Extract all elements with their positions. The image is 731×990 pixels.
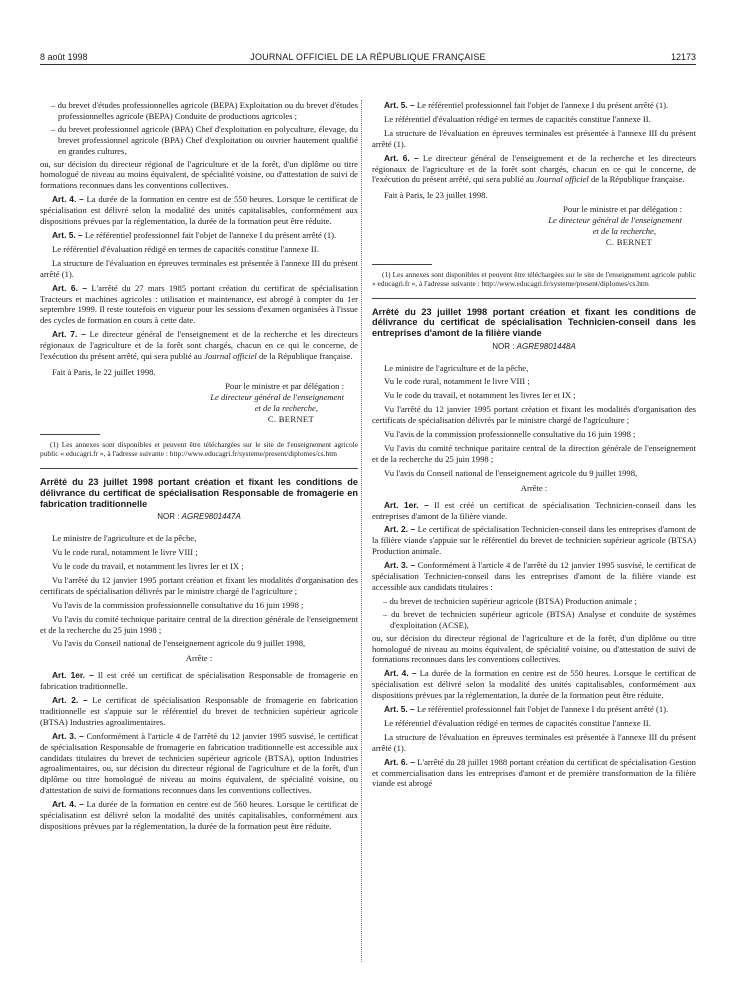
article-5 (372, 704, 696, 715)
article-3 (372, 560, 696, 593)
article-6 (372, 757, 696, 790)
article-text: Le référentiel professionnel fait l'objet de l'annexe I du présent arrêté (1). (82, 229, 337, 240)
visa: Vu l'avis du Conseil national de l'enseignement agricole du 9 juillet 1998, (52, 638, 306, 649)
visa: Vu le code rural, notamment le livre VIII ; (52, 547, 198, 558)
article-text: La durée de la formation en centre est de 550 heures. Lorsque le certificat de spécialisation est délivré selon la modalité des unités capitalisables, conformément aux dispositions prévues par la réglementation, la durée de la formation peut être réduite. (40, 194, 358, 227)
article-text: L'arrêté du 28 juillet 1988 portant création du certificat de spécialisation Gestion et commercialisation dans les entreprises d'amont et de première transformation de la filière viande est abrogé (372, 756, 696, 789)
signature-line (40, 403, 318, 414)
article-2 (372, 524, 696, 557)
article-label: Art. 4. – (52, 194, 84, 205)
article-text: Il est créé un certificat de spécialisation Technicien-conseil dans les entreprises d'amont de la filière viande. (372, 499, 696, 521)
article-6 (40, 283, 358, 327)
article-label: Art. 5. – (52, 229, 83, 240)
visa: Le ministre de l'agriculture et de la pêche, (384, 362, 529, 373)
paragraph: ou, sur décision du directeur régional de l'agriculture et de la forêt, d'un diplôme ou titre homologué de niveau au moins équivalent, de spécialité voisine, ou d'attestation de suivi de formations reconnues dans les conventions collectives. (40, 158, 358, 191)
paragraph: La structure de l'évaluation en épreuves terminales est présentée à l'annexe III du présent arrêté (1). (372, 127, 696, 149)
list-item: – du brevet professionnel agricole (BPA) Chef d'exploitation en polyculture, élevage, du brevet professionnel agricole (BPA) Chef d'exploitation ou ouvrier hautement qualifié en grandes cultures, (51, 123, 358, 156)
nor-code: AGRE9801447A (181, 512, 241, 522)
journal-officiel-ref: Journal officiel (536, 174, 589, 185)
article-1 (40, 670, 358, 692)
article-label: Art. 5. – (384, 100, 415, 110)
article-text: de la République française. (588, 174, 685, 185)
article-label: Art. 1er. – (384, 499, 429, 510)
article-label: Art. 2. – (52, 695, 88, 706)
paragraph: ou, sur décision du directeur régional de l'agriculture et de la forêt, d'un diplôme ou titre homologué de niveau au moins équivalent, de spécialité voisine, ou d'attestation de suivi de formations reconnues dans les conventions collectives. (372, 632, 696, 665)
arrete-heading: Arrête : (520, 482, 548, 493)
signature-line: Pour le ministre et par délégation : (563, 204, 682, 215)
section-separator (40, 468, 358, 469)
article-label: Art. 3. – (384, 560, 416, 571)
article-5 (372, 100, 696, 111)
article-text: Le certificat de spécialisation Technicien-conseil dans les entreprises d'amont de la filière viande s'appuie sur le référentiel du brevet de technicien supérieur agricole (BTSA) Production animale. (372, 524, 696, 557)
visa: Vu l'avis du comité technique paritaire central de la direction générale de l'enseignement et de la recherche du 25 juin 1998 ; (372, 443, 696, 464)
journal-officiel-ref: Journal officiel (204, 351, 257, 362)
article-text: Le directeur général de l'enseignement et de la recherche et les directeurs régionaux de l'agriculture et de la forêt sont chargés, chacun en ce qui le concerne, de l'exécution du présent arrêté, qui sera publié au (40, 329, 358, 362)
visa: Le ministre de l'agriculture et de la pêche, (52, 533, 197, 544)
arrete-heading: Arrête : (185, 653, 213, 664)
page-header (40, 52, 696, 65)
article-text: Le référentiel professionnel fait l'objet de l'annexe I du présent arrêté (1). (414, 704, 669, 715)
article-text: La durée de la formation en centre est de 550 heures. Lorsque le certificat de spécialisation est délivré selon la modalité des unités capitalisables, conformément aux dispositions prévues par la réglementation, la durée de la formation peut être réduite. (372, 668, 696, 701)
paragraph: Le référentiel d'évaluation rédigé en termes de capacités constitue l'annexe II. (52, 243, 319, 254)
list-item: – du brevet de technicien supérieur agricole (BTSA) Analyse et conduite de systèmes d'exploitation (ACSE), (383, 608, 696, 630)
article-label: Art. 3. – (52, 730, 84, 741)
signature-title: Le directeur général de l'enseignement (548, 215, 682, 226)
visa: Vu le code du travail, et notamment les livres Ier et IX ; (384, 390, 576, 401)
article-label: Art. 2. – (384, 524, 416, 535)
signatory-name: C. BERNET (605, 236, 652, 247)
article-text: Le certificat de spécialisation Responsable de fromagerie en fabrication traditionnelle est s'appuie sur le référentiel du brevet de technicien supérieur agricole (BTSA) Industries agroalimentaires. (40, 695, 358, 727)
signature-title: et de la recherche, (254, 402, 318, 413)
signature-title: et de la recherche, (592, 226, 656, 237)
footnote: (1) Les annexes sont disponibles et peuvent être téléchargées sur le site de l'enseignement agricole public « educagri.fr », à l'adresse suivante : http://www.educagri.fr/systeme/present/diplomes/cs.htm (372, 269, 696, 288)
footnote-rule (40, 434, 100, 435)
decree-title: Arrêté du 23 juillet 1998 portant création et fixant les conditions de délivrance du certificat de spécialisation Responsable de fromagerie en fabrication traditionnelle (40, 477, 358, 509)
journal-title: JOURNAL OFFICIEL DE LA RÉPUBLIQUE FRANÇAISE (250, 52, 486, 62)
list-item: – du brevet de technicien supérieur agricole (BTSA) Production animale ; (383, 595, 637, 606)
article-5 (40, 230, 358, 241)
paragraph: La structure de l'évaluation en épreuves terminales est présentée à l'annexe III du présent arrêté (1). (40, 257, 358, 279)
signatory-name: C. BERNET (267, 413, 314, 424)
signature-title: Le directeur général de l'enseignement (210, 391, 344, 402)
visa: Vu le code du travail, et notamment les livres Ier et IX ; (52, 560, 244, 571)
article-4 (40, 194, 358, 227)
visa: Vu l'arrêté du 12 janvier 1995 portant création et fixant les modalités d'organisation des certificats de spécialisation délivrés par le ministre chargé de l'agriculture ; (372, 404, 696, 426)
article-label: Art. 6. – (384, 152, 419, 163)
article-text: La durée de la formation en centre est de 560 heures. Lorsque le certificat de spécialisation est délivré selon la modalité des unités capitalisables, conformément aux dispositions prévues par la réglementation, la durée de la formation peut être réduite. (40, 799, 358, 831)
article-label: Art. 4. – (384, 668, 417, 679)
footnote: (1) Les annexes sont disponibles et peuvent être téléchargées sur le site de l'enseignement agricole public « educagri.fr », à l'adresse suivante : http://www.educagri.fr/systeme/present/diplomes/cs.htm (40, 440, 358, 459)
right-column (372, 100, 696, 792)
signature-date: Fait à Paris, le 22 juillet 1998. (52, 366, 156, 377)
left-column (40, 100, 358, 835)
list-item: – du brevet d'études professionnelles agricole (BEPA) Exploitation ou du brevet d'études professionnelles agricole (BEPA) Conduite de productions agricoles ; (51, 100, 358, 121)
visa: Vu l'avis du Conseil national de l'enseignement agricole du 9 juillet 1998, (384, 467, 638, 478)
column-divider (361, 100, 362, 962)
nor-reference (372, 342, 696, 353)
paragraph: La structure de l'évaluation en épreuves terminales est présentée à l'annexe III du présent arrêté (1). (372, 731, 696, 753)
signature-line (372, 226, 656, 237)
article-text: Conformément à l'article 4 de l'arrêté du 12 janvier 1995 susvisé, le certificat de spécialisation Responsable de fromagerie en fabrication traditionnelle est accessible aux candidats titulaires du brevet de technicien supérieur agricole (BTSA), option Industries agroalimentaires, ou, sur décision du directeur régional de l'agriculture et de la forêt, d'un diplôme ou titre homologué de niveau au moins équivalent, de spécialité voisine, ou d'attestation de suivi de formations reconnues dans les conventions collectives. (40, 730, 358, 796)
article-label: Art. 7. – (52, 329, 86, 340)
paragraph: Le référentiel d'évaluation rédigé en termes de capacités constitue l'annexe II. (384, 717, 651, 728)
article-label: Art. 5. – (384, 704, 415, 715)
signature-date: Fait à Paris, le 23 juillet 1998. (384, 190, 488, 201)
visa: Vu l'avis de la commission professionnelle consultative du 16 juin 1998 ; (384, 429, 636, 440)
page-number: 12173 (670, 52, 696, 62)
nor-reference (40, 512, 358, 523)
article-6 (372, 153, 696, 186)
article-label: Art. 1er. – (52, 670, 94, 681)
article-4 (40, 799, 358, 832)
paragraph: Le référentiel d'évaluation rédigé en termes de capacités constitue l'annexe II. (384, 113, 651, 124)
article-2 (40, 695, 358, 728)
article-text: Le directeur général de l'enseignement et de la recherche et les directeurs régionaux de l'agriculture et de la forêt sont chargés, chacun en ce qui le concerne, de l'exécution du présent arrêté, qui sera publié au (372, 152, 696, 185)
visa: Vu l'arrêté du 12 janvier 1995 portant création et fixant les modalités d'organisation des certificats de spécialisation délivrés par le ministre chargé de l'agriculture ; (40, 574, 358, 596)
article-text: L'arrêté du 27 mars 1985 portant création du certificat de spécialisation Tracteurs et machines agricoles : utilisation et maintenance, est abrogé à compter du 1er septembre 1999. Il reste toutefois en vigueur pour les sessions d'examen organisées à l'issue des cycles de formation en cours à cette date. (40, 282, 358, 326)
section-separator (372, 298, 696, 299)
signature-line (40, 392, 344, 403)
footnote-rule (372, 264, 432, 265)
article-text: Le référentiel professionnel fait l'objet de l'annexe I du présent arrêté (1). (414, 100, 669, 110)
article-text: de la République française. (256, 351, 353, 362)
issue-date: 8 août 1998 (40, 52, 88, 62)
article-label: Art. 6. – (384, 756, 415, 767)
visa: Vu l'avis du comité technique paritaire central de la direction générale de l'enseignement et de la recherche du 25 juin 1998 ; (40, 613, 358, 635)
decree-title: Arrêté du 23 juillet 1998 portant création et fixant les conditions de délivrance du certificat de spécialisation Technicien-conseil dans les entreprises d'amont de la filière viande (372, 306, 696, 339)
article-label: Art. 4. – (52, 799, 84, 810)
article-label: Art. 6. – (52, 282, 88, 293)
article-1 (372, 500, 696, 522)
nor-label: NOR : (157, 512, 182, 522)
article-3 (40, 731, 358, 796)
nor-code: AGRE9801448A (516, 341, 576, 351)
signature-line: Pour le ministre et par délégation : (225, 380, 344, 391)
article-7 (40, 329, 358, 362)
article-text: Conformément à l'article 4 de l'arrêté du 12 janvier 1995 susvisé, le certificat de spécialisation Technicien-conseil dans les entreprises d'amont de la filière viande est accessible aux candidats titulaires : (372, 560, 696, 592)
article-4 (372, 668, 696, 701)
nor-label: NOR : (492, 341, 517, 351)
article-text: Il est créé un certificat de spécialisation Responsable de fromagerie en fabrication traditionnelle. (40, 670, 358, 692)
visa: Vu l'avis de la commission professionnelle consultative du 16 juin 1998 ; (52, 599, 304, 610)
signature-line (372, 215, 682, 226)
visa: Vu le code rural, notamment le livre VIII ; (384, 376, 530, 387)
